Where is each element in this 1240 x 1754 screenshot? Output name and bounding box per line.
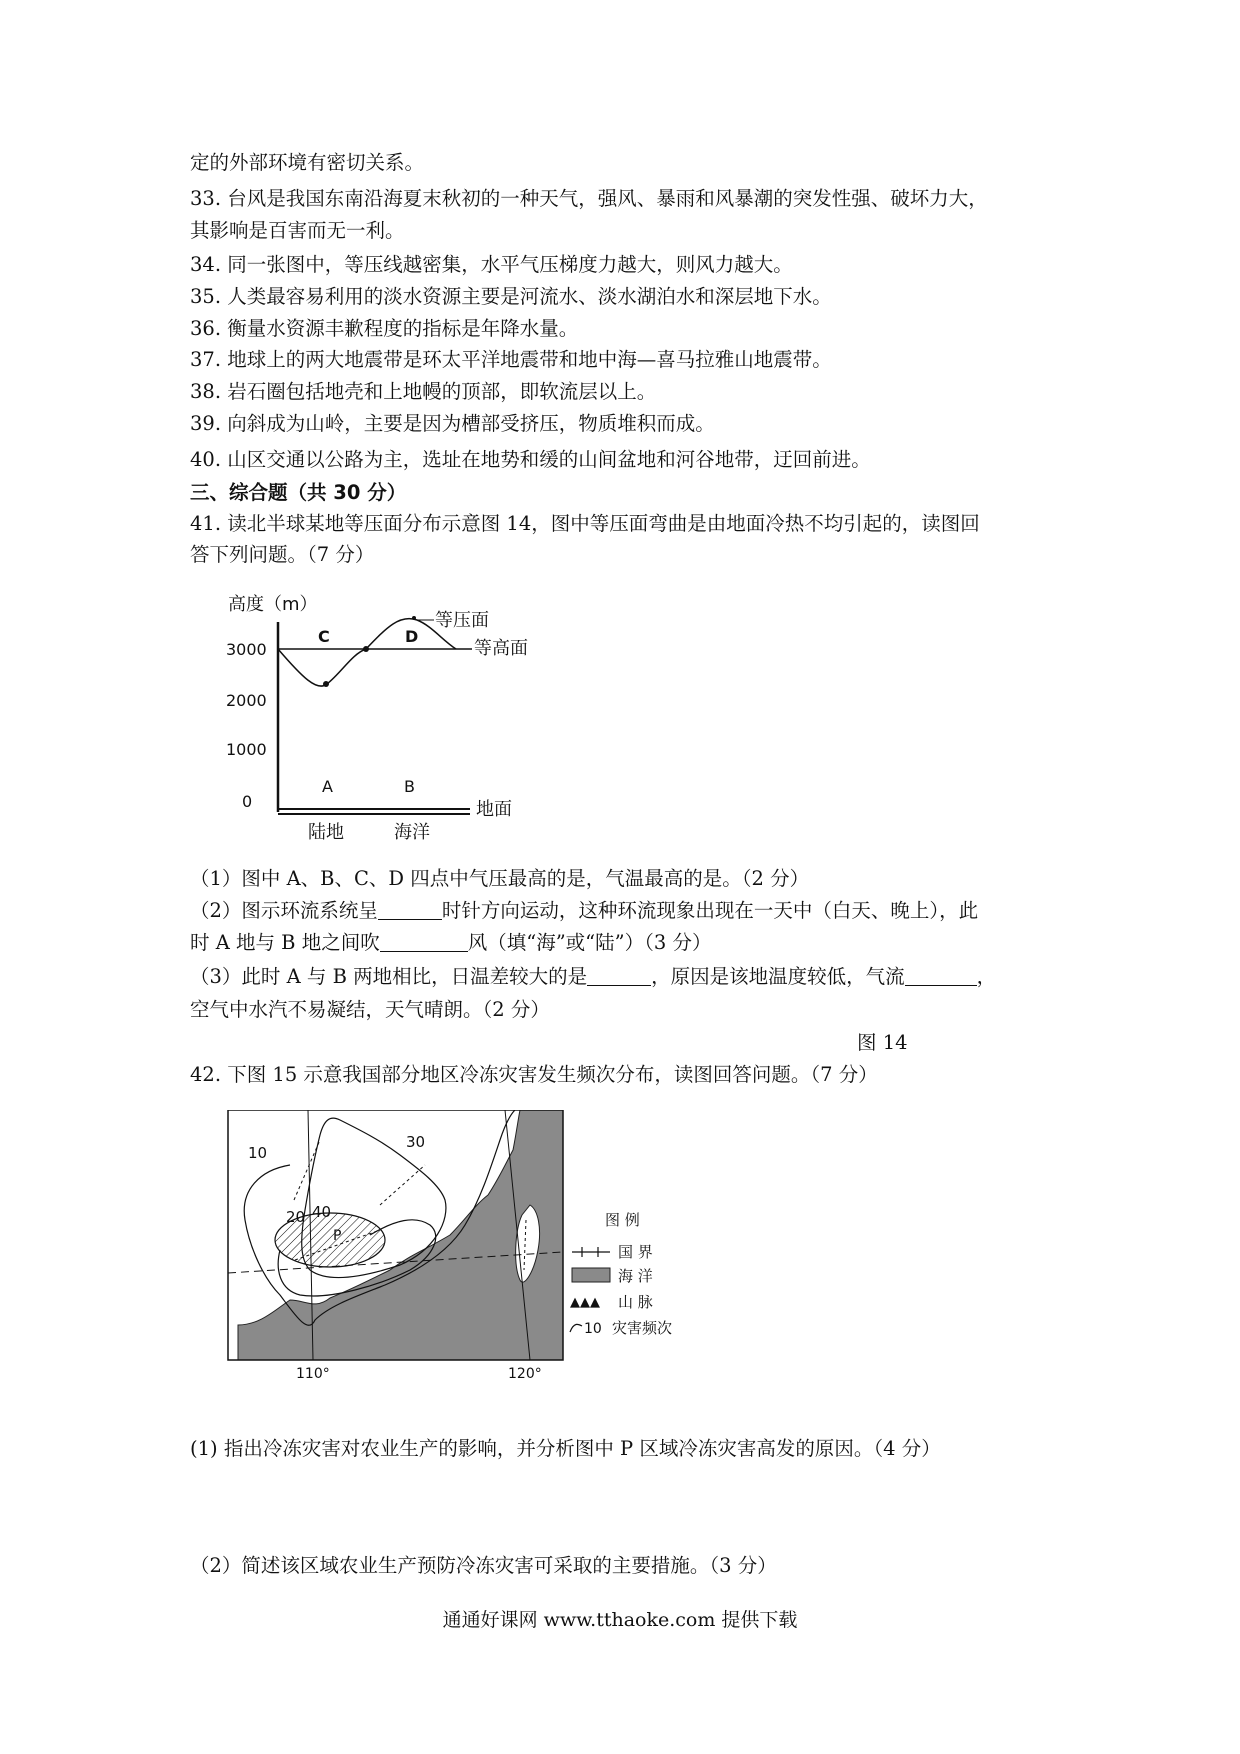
- question-42-1: (1) 指出冷冻灾害对农业生产的影响，并分析图中 P 区域冷冻灾害高发的原因。（4 分）: [190, 1437, 941, 1460]
- answer-blank[interactable]: [587, 965, 651, 986]
- y-tick-2000: 2000: [226, 691, 267, 710]
- ground-label: 地面: [476, 799, 512, 820]
- contour-label-30: 30: [406, 1133, 426, 1151]
- mountain-range-2: [380, 1165, 425, 1205]
- legend-title: 图 例: [605, 1211, 640, 1229]
- contour-label-40: 40: [312, 1203, 332, 1221]
- answer-blank[interactable]: [380, 931, 468, 952]
- question-41-3: [190, 964, 996, 990]
- land-label: 陆地: [308, 822, 344, 843]
- point-mid-dot: [363, 646, 369, 652]
- y-tick-3000: 3000: [226, 640, 267, 659]
- figure-14-caption: 图 14: [857, 1031, 908, 1054]
- legend-ocean-label: 海 洋: [618, 1267, 653, 1285]
- question-41-cont: 答下列问题。（7 分）: [190, 543, 375, 566]
- question-36: 36. 衡量水资源丰歉程度的指标是年降水量。: [190, 317, 579, 340]
- y-tick-0: 0: [242, 792, 253, 811]
- region-p-label: P: [333, 1228, 342, 1244]
- question-41-2-cont: [190, 930, 711, 956]
- text-span: ，: [976, 965, 997, 988]
- question-38: 38. 岩石圈包括地壳和上地幔的顶部，即软流层以上。: [190, 380, 657, 403]
- answer-blank[interactable]: [378, 899, 442, 920]
- question-33: 33. 台风是我国东南沿海夏末秋初的一种天气，强风、暴雨和风暴潮的突发性强、破坏力大，: [190, 187, 988, 210]
- point-a-label: A: [322, 777, 333, 796]
- legend-contour-value: 10: [584, 1321, 602, 1337]
- isoheight-label: 等高面: [474, 638, 528, 659]
- isobaric-label: 等压面: [435, 610, 489, 631]
- question-41-3-cont: 空气中水汽不易凝结，天气晴朗。（2 分）: [190, 998, 550, 1021]
- point-d-label: D: [405, 627, 419, 646]
- question-39: 39. 向斜成为山岭，主要是因为槽部受挤压，物质堆积而成。: [190, 412, 715, 435]
- legend-ocean-swatch: [572, 1268, 610, 1282]
- point-c-label: C: [318, 627, 330, 646]
- text-span: 时 A 地与 B 地之间吹: [190, 931, 380, 954]
- contour-label-20: 20: [286, 1208, 306, 1226]
- legend-mountain-symbol: ▲▲▲: [570, 1295, 600, 1310]
- section-heading: 三、综合题（共 30 分）: [190, 481, 407, 504]
- question-41: 41. 读北半球某地等压面分布示意图 14，图中等压面弯曲是由地面冷热不均引起的，读图回: [190, 512, 980, 535]
- question-35: 35. 人类最容易利用的淡水资源主要是河流水、淡水湖泊水和深层地下水。: [190, 285, 832, 308]
- point-d-dot: [412, 616, 416, 620]
- text-span: 风（填“海”或“陆”）（3 分）: [467, 931, 712, 954]
- point-b-label: B: [404, 777, 415, 796]
- answer-blank[interactable]: [905, 965, 977, 986]
- page-footer: 通通好课网 www.tthaoke.com 提供下载: [442, 1609, 798, 1631]
- y-tick-1000: 1000: [226, 740, 267, 759]
- question-42: 42. 下图 15 示意我国部分地区冷冻灾害发生频次分布，读图回答问题。（7 分）: [190, 1063, 878, 1086]
- question-33-cont: 其影响是百害而无一利。: [190, 219, 405, 242]
- legend-border-label: 国 界: [618, 1243, 653, 1261]
- text-span: （2）图示环流系统呈: [190, 899, 378, 922]
- contour-label-10: 10: [248, 1144, 268, 1162]
- question-41-2: [190, 898, 978, 924]
- question-34: 34. 同一张图中，等压线越密集，水平气压梯度力越大，则风力越大。: [190, 253, 793, 276]
- question-37: 37. 地球上的两大地震带是环太平洋地震带和地中海—喜马拉雅山地震带。: [190, 348, 832, 371]
- question-42-2: （2）简述该区域农业生产预防冷冻灾害可采取的主要措施。（3 分）: [190, 1554, 777, 1577]
- question-40: 40. 山区交通以公路为主，选址在地势和缓的山间盆地和河谷地带，迂回前进。: [190, 448, 871, 471]
- legend-mountain-label: 山 脉: [618, 1293, 653, 1311]
- lon-label-110: 110°: [296, 1366, 330, 1380]
- text-span: 时针方向运动，这种环流现象出现在一天中（白天、晚上），此: [441, 899, 979, 922]
- y-axis-title: 高度（m）: [228, 594, 318, 615]
- lon-label-120: 120°: [508, 1366, 542, 1380]
- legend-contour-symbol: [570, 1324, 582, 1332]
- text-span: （3）此时 A 与 B 两地相比，日温差较大的是: [190, 965, 588, 988]
- figure-15-map: [220, 1110, 700, 1380]
- point-c-dot: [323, 681, 329, 687]
- question-41-1: （1）图中 A、B、C、D 四点中气压最高的是，气温最高的是。（2 分）: [190, 867, 810, 890]
- text-span: ，原因是该地温度较低，气流: [651, 965, 905, 988]
- text-line: 定的外部环境有密切关系。: [190, 151, 425, 174]
- isobaric-surface: [278, 619, 456, 687]
- mountain-range-1: [294, 1140, 320, 1200]
- ocean-label: 海洋: [394, 822, 430, 843]
- legend-freq-label: 灾害频次: [612, 1319, 673, 1337]
- figure-14-isobaric-diagram: [222, 582, 552, 844]
